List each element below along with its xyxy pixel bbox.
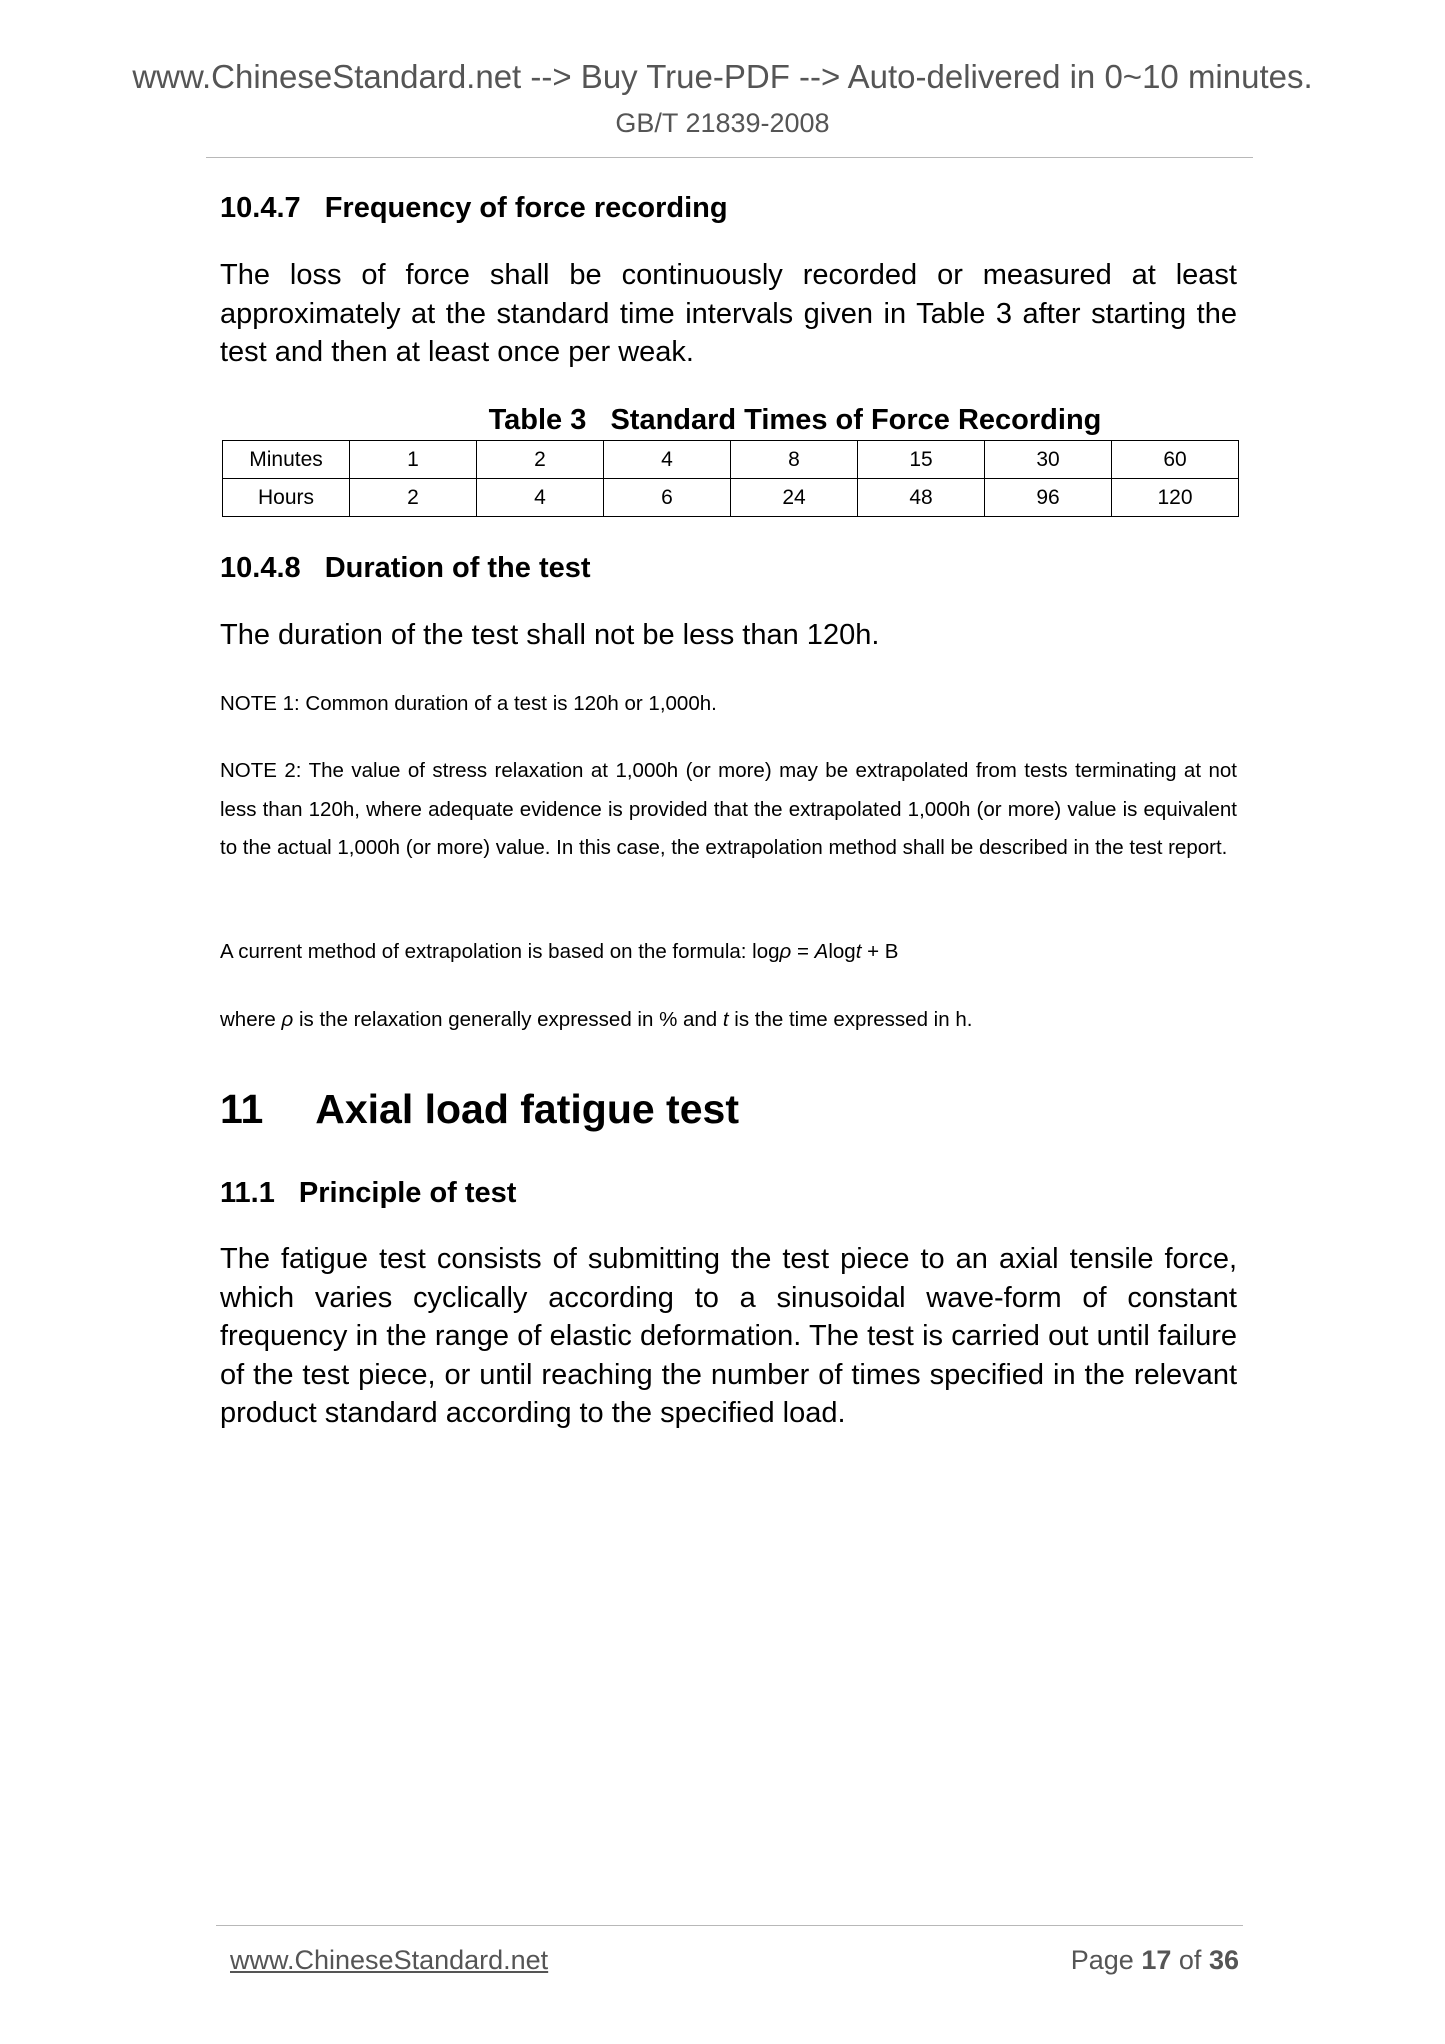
page-word: Page [1070, 1945, 1134, 1975]
table-cell: 60 [1112, 441, 1239, 479]
section-11-1-body: The fatigue test consists of submitting the test piece to an axial tensile force, which varies cyclically according to a sinusoidal wave-form of constant frequency in the range of elastic deformation. The test is carried out until failure of the test piece, or until reaching the number of times specified in the relevant product standard according to the specified load. [220, 1243, 1237, 1429]
total-pages: 36 [1208, 1945, 1239, 1975]
table-caption [0, 404, 1445, 437]
formula-log: log [828, 940, 856, 963]
force-recording-table [222, 440, 1239, 517]
formula-line [220, 933, 1237, 972]
section-number: 10.4.7 [220, 192, 301, 224]
table-cell: 96 [985, 479, 1112, 517]
section-number: 11 [220, 1086, 264, 1132]
footer-site-link[interactable]: www.ChineseStandard.net [230, 1945, 549, 1975]
formula-a: A [814, 940, 829, 963]
table-cell: 2 [477, 441, 604, 479]
of-word: of [1178, 1945, 1202, 1975]
table-title: Standard Times of Force Recording [610, 404, 1102, 436]
table-cell: 4 [477, 479, 604, 517]
section-10-4-7-body: The loss of force shall be continuously recorded or measured at least approximately at the standard time intervals given in Table 3 after starting the test and then at least once per weak. [220, 259, 1237, 368]
table-cell: 2 [350, 479, 477, 517]
formula-suffix: + B [861, 940, 899, 963]
section-number: 10.4.8 [220, 552, 301, 584]
table-label: Table 3 [488, 404, 587, 436]
table-cell: 48 [858, 479, 985, 517]
row-header: Hours [223, 479, 350, 517]
header-divider [206, 157, 1253, 158]
formula-text: A current method of extrapolation is based on the formula: log [220, 940, 780, 963]
where-t: t [722, 1008, 729, 1031]
where-text: where [220, 1008, 282, 1031]
where-suffix: is the time expressed in h. [728, 1008, 973, 1031]
section-title: Principle of test [298, 1177, 517, 1209]
page-counter [1071, 1945, 1239, 1976]
where-rho: ρ [281, 1008, 294, 1031]
table-cell: 15 [858, 441, 985, 479]
where-line [220, 1001, 1237, 1040]
table-cell: 30 [985, 441, 1112, 479]
section-title: Duration of the test [324, 552, 591, 584]
table-row-hours [223, 479, 1239, 517]
formula-equals: = [791, 940, 815, 963]
where-mid: is the relaxation generally expressed in % and [293, 1008, 723, 1031]
section-10-4-8-body: The duration of the test shall not be less than 120h. [220, 619, 880, 651]
footer-divider [216, 1925, 1243, 1926]
section-11-heading [220, 1086, 1237, 1133]
table-cell: 24 [731, 479, 858, 517]
section-number: 11.1 [220, 1177, 275, 1209]
table-row-minutes [223, 441, 1239, 479]
page-number: 17 [1141, 1945, 1172, 1975]
formula-rho: ρ [779, 940, 792, 963]
table-cell: 4 [604, 441, 731, 479]
table-cell: 8 [731, 441, 858, 479]
section-11-1-heading [220, 1177, 1237, 1210]
note-2: NOTE 2: The value of stress relaxation at 1,000h (or more) may be extrapolated from tests terminating at not less than 120h, where adequate evidence is provided that the extrapolated 1,000h (or more) value is equivalent to the actual 1,000h (or more) value. In this case, the extrapolation method shall be described in the test report. [220, 759, 1237, 859]
standard-number: GB/T 21839-2008 [615, 108, 830, 138]
section-10-4-8-heading [220, 552, 1237, 585]
table-cell: 120 [1112, 479, 1239, 517]
section-title: Axial load fatigue test [315, 1086, 739, 1132]
section-10-4-7-heading [220, 192, 1237, 225]
table-cell: 6 [604, 479, 731, 517]
note-1: NOTE 1: Common duration of a test is 120h or 1,000h. [220, 692, 717, 715]
formula-t: t [855, 940, 862, 963]
row-header: Minutes [223, 441, 350, 479]
section-title: Frequency of force recording [324, 192, 728, 224]
table-cell: 1 [350, 441, 477, 479]
header-banner: www.ChineseStandard.net --> Buy True-PDF --> Auto-delivered in 0~10 minutes. [132, 58, 1313, 95]
